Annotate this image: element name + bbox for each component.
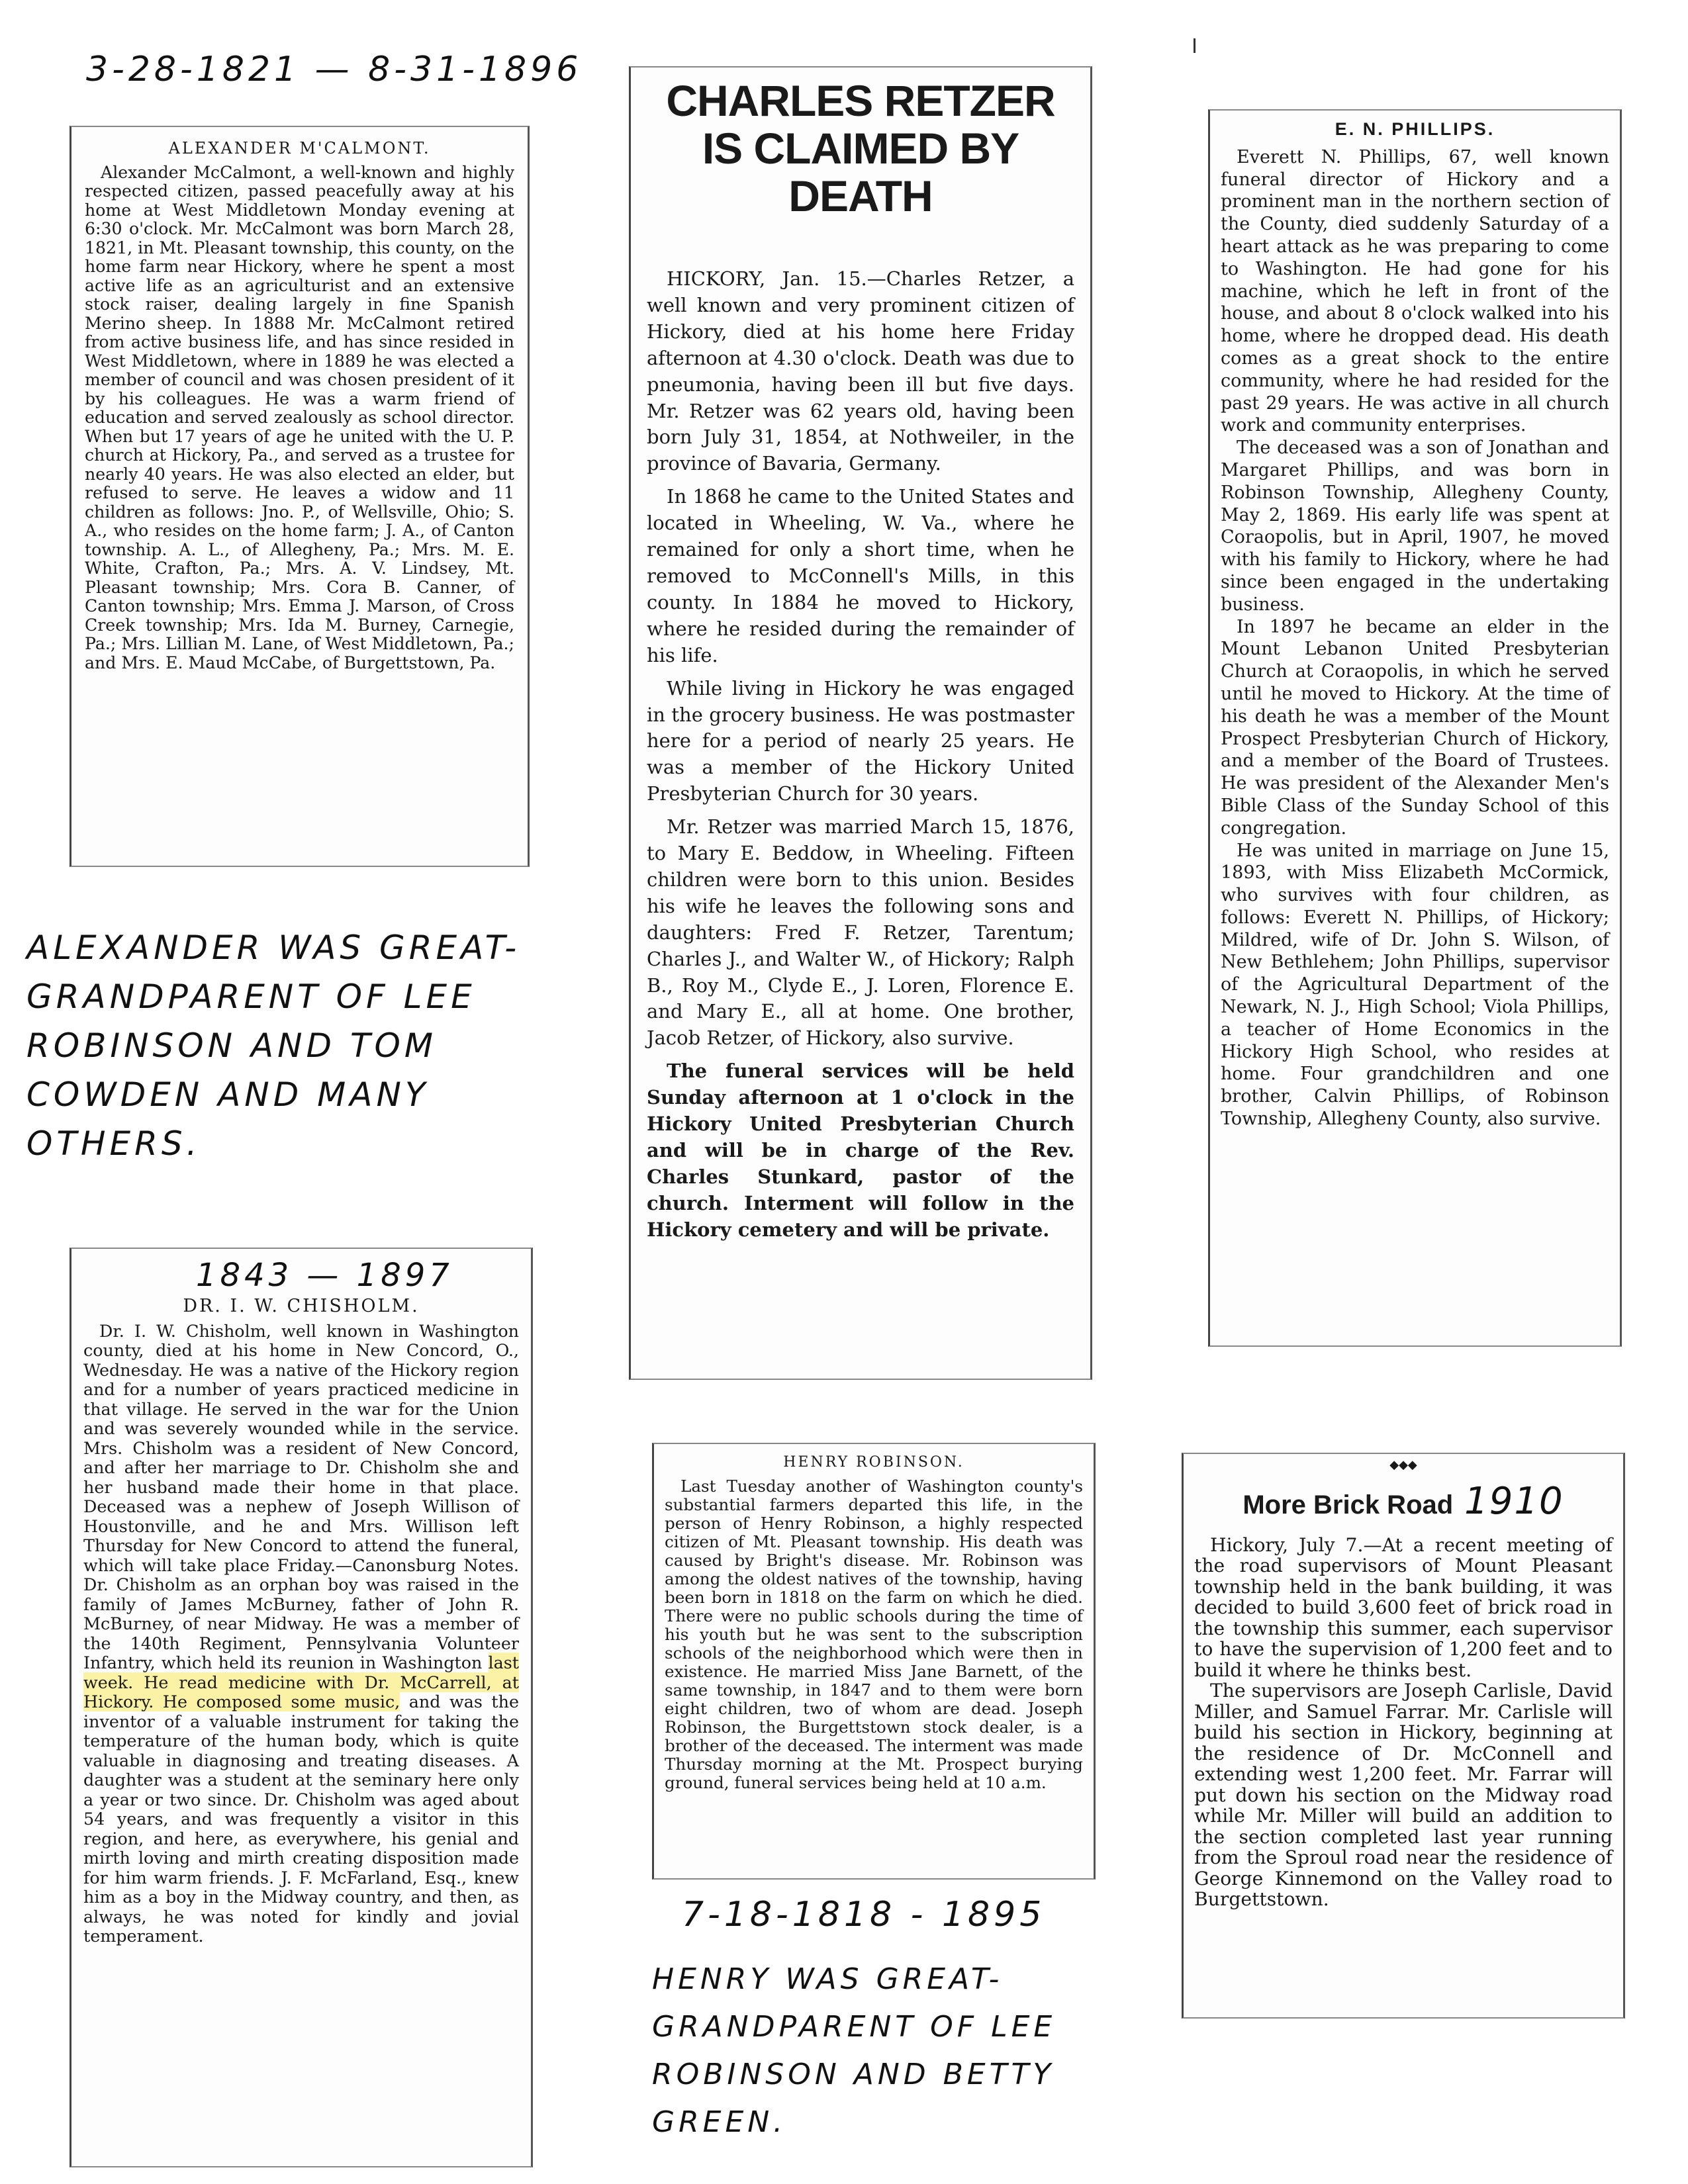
retzer-p1: HICKORY, Jan. 15.—Charles Retzer, a well known and very prominent citizen of Hickory, died at his home here Friday afternoon at 4.30 o'clock. Death was due to pneumonia, having been ill but five days. Mr. Retzer was 62 years old, having been born July 31, 1854, at Nothweiler, in the province of Bavaria, Germany. <box>647 267 1074 475</box>
chisholm-highlighted-text: last week. He read medicine with Dr. McCarrell, at Hickory. He composed some music, <box>83 1653 519 1711</box>
retzer-p2: In 1868 he came to the United States and located in Wheeling, W. Va., where he remained for only a short time, when he removed to McConnell's Mills, in this county. In 1884 he moved to Hickory, where he resided during the remainder of his life. <box>647 485 1074 666</box>
robinson-title: HENRY ROBINSON. <box>783 1454 964 1471</box>
phillips-p3: In 1897 he became an elder in the Mount Lebanon United Presbyterian Church at Coraopolis, in which he served until he moved to Hickory. At the time of his death he was a member of the Mount Prospect Presbyterian Church of Hickory, and a member of the Board of Trustees. He was president of the Alexander Men's Bible Class of the Sunday School of this congregation. <box>1221 616 1609 839</box>
mccalmont-title: ALEXANDER M'CALMONT. <box>168 139 431 158</box>
clipping-mccalmont <box>70 126 530 867</box>
clipping-retzer <box>629 66 1092 1380</box>
robinson-body: Last Tuesday another of Washington county's substantial farmers departed this life, in the person of Henry Robinson, a highly respected citizen of Mt. Pleasant township. His death was caused by Bright's disease. Mr. Robinson was among the oldest natives of the township, having been born in 1818 on the farm on which he died. There were no public schools during the time of his youth but he was sent to the subscription schools of the neighborhood which were then in existence. He married Miss Jane Barnett, of the same township, in 1847 and to them were born eight children, two of whom are dead. Joseph Robinson, the Burgettstown stock dealer, is a brother of the deceased. The interment was made Thursday morning at the Mt. Prospect burying ground, funeral services being held at 10 a.m. <box>665 1477 1083 1792</box>
scan-mark <box>1194 38 1196 53</box>
chisholm-text-a: Dr. I. W. Chisholm, well known in Washington county, died at his home in New Concord, O., Wednesday. He was a native of the Hickory region and for a number of years practiced medicine in that village. He served in the war for the Union and was severely wounded while in the service. Mrs. Chisholm was a resident of New Concord, and after her marriage to Dr. Chisholm she and her husband made their home in that place. Deceased was a nephew of Joseph Willison of Houstonville, and he and Mrs. Willison left Thursday for New Concord to attend the funeral, which will take place Friday.—Canonsburg Notes. Dr. Chisholm as an orphan boy was raised in the family of James McBurney, father of John R. McBurney, of near Midway. He was a member of the 140th Regiment, Pennsylvania Volunteer Infantry, which held its reunion in Washington <box>83 1320 519 1672</box>
handwritten-year-brick: 1910 <box>1464 1480 1564 1523</box>
handwritten-note-robinson: HENRY WAS GREAT-GRANDPARENT OF LEE ROBINSON AND BETTY GREEN. <box>652 1962 1056 2139</box>
retzer-p3: While living in Hickory he was engaged in the grocery business. He was postmaster here for a period of nearly 25 years. He was a member of the Hickory United Presbyterian Church for 30 years. <box>647 676 1074 805</box>
mccalmont-body: Alexander McCalmont, a well-known and highly respected citizen, passed peacefully away at his home at West Middletown Monday evening at 6:30 o'clock. Mr. McCalmont was born March 28, 1821, in Mt. Pleasant township, this county, on the home farm near Hickory, where he spent a most active life as an agriculturist and an extensive stock raiser, dealing largely in fine Spanish Merino sheep. In 1888 Mr. McCalmont retired from active business life, and has since resided in West Middletown, where in 1889 he was elected a member of council and was chosen president of it by his colleagues. He was a warm friend of education and served zealously as school director. When but 17 years of age he united with the U. P. church at Hickory, Pa., and served as a trustee for nearly 40 years. He was also elected an elder, but refused to serve. He leaves a widow and 11 children as follows: Jno. P., of Wellsville, Ohio; S. A., who resides on the home farm; J. A., of Canton township. A. L., of Allegheny, Pa.; Mrs. M. E. White, Crafton, Pa.; Mrs. A. V. Lindsey, Mt. Pleasant township; Mrs. Cora B. Canner, of Canton township; Mrs. Emma J. Marson, of Cross Creek township; Mrs. Ida M. Burney, Carnegie, Pa.; Mrs. Lillian M. Lane, of West Middletown, Pa.; and Mrs. E. Maud McCabe, of Burgettstown, Pa. <box>85 162 514 672</box>
handwritten-note-mccalmont: ALEXANDER WAS GREAT-GRANDPARENT OF LEE ROBINSON AND TOM COWDEN AND MANY OTHERS. <box>26 929 521 1163</box>
handwritten-dates-robinson: 7-18-1818 - 1895 <box>682 1895 1046 1934</box>
clipping-phillips <box>1208 109 1622 1347</box>
retzer-p5: The funeral services will be held Sunday afternoon at 1 o'clock in the Hickory United Presbyterian Church and will be in charge of the Rev. Charles Stunkard, pastor of the church. Interment will follow in the Hickory cemetery and will be private. <box>647 1060 1074 1241</box>
chisholm-body <box>83 1322 519 1946</box>
chisholm-title: DR. I. W. CHISHOLM. <box>183 1296 420 1316</box>
brick-title: More Brick Road <box>1243 1490 1454 1520</box>
ornament-divider: ◆◆◆ <box>1389 1458 1417 1472</box>
phillips-p1: Everett N. Phillips, 67, well known funeral director of Hickory and a prominent man in the northern section of the County, died suddenly Saturday of a heart attack as he was preparing to come to Washington. He had gone for his machine, which he left in front of the house, and about 8 o'clock walked into his home, where he dropped dead. His death comes as a great shock to the entire community, where he had resided for the past 29 years. He was active in all church work and community enterprises. <box>1221 146 1609 436</box>
clipping-robinson <box>652 1443 1096 1880</box>
phillips-p2: The deceased was a son of Jonathan and Margaret Phillips, and was born in Robinson Township, Allegheny County, May 2, 1869. His early life was spent at Coraopolis, but in April, 1907, he moved with his family to Hickory, where he had since been engaged in the undertaking business. <box>1221 437 1609 615</box>
retzer-headline: CHARLES RETZER IS CLAIMED BY DEATH <box>666 76 1055 220</box>
phillips-title: E. N. PHILLIPS. <box>1335 119 1495 139</box>
chisholm-text-b: and was the inventor of a valuable instrument for taking the temperature of the human body, which is quite valuable in diagnosing and treating diseases. A daughter was a student at the seminary here only a year or two since. Dr. Chisholm was aged about 54 years, and was frequently a visitor in this region, and here, as everywhere, his genial and mirth loving and mirth creating disposition made for him warm friends. J. F. McFarland, Esq., knew him as a boy in the Midway country, and then, as always, he was noted for kindly and jovial temperament. <box>83 1692 520 1946</box>
retzer-p4: Mr. Retzer was married March 15, 1876, to Mary E. Beddow, in Wheeling. Fifteen children were born to this union. Besides his wife he leaves the following sons and daughters: Fred F. Retzer, Tarentum; Charles J., and Walter W., of Hickory; Ralph B., Roy M., Clyde E., J. Loren, Florence E. and Mary E., all at home. One brother, Jacob Retzer, of Hickory, also survive. <box>647 815 1074 1050</box>
brick-p1: Hickory, July 7.—At a recent meeting of the road supervisors of Mount Pleasant township held in the bank building, it was decided to build 3,600 feet of brick road in the township this summer, each supervisor to have the supervision of 1,200 feet and to build it where he thinks best. <box>1194 1533 1613 1681</box>
handwritten-dates-mccalmont: 3-28-1821 — 8-31-1896 <box>86 50 583 89</box>
clipping-chisholm <box>70 1248 533 2167</box>
handwritten-dates-chisholm: 1843 — 1897 <box>196 1257 453 1294</box>
brick-p2: The supervisors are Joseph Carlisle, David Miller, and Samuel Farrar. Mr. Carlisle will build his section in Hickory, beginning at the residence of Dr. McConnell and extending west 1,200 feet. Mr. Farrar will put down his section on the Midway road while Mr. Miller will build an addition to the section completed last year running from the Sproul road near the residence of George Kinnemond on the Valley road to Burgettstown. <box>1194 1680 1613 1911</box>
clipping-brick-road <box>1182 1453 1625 2019</box>
phillips-p4: He was united in marriage on June 15, 1893, with Miss Elizabeth McCormick, who survives with four children, as follows: Everett N. Phillips, of Hickory; Mildred, wife of Dr. John S. Wilson, of New Bethlehem; John Phillips, supervisor of the Agricultural Department of the Newark, N. J., High School; Viola Phillips, a teacher of Home Economics in the Hickory High School, who resides at home. Four grandchildren and one brother, Calvin Phillips, of Robinson Township, Allegheny County, also survive. <box>1221 840 1609 1130</box>
